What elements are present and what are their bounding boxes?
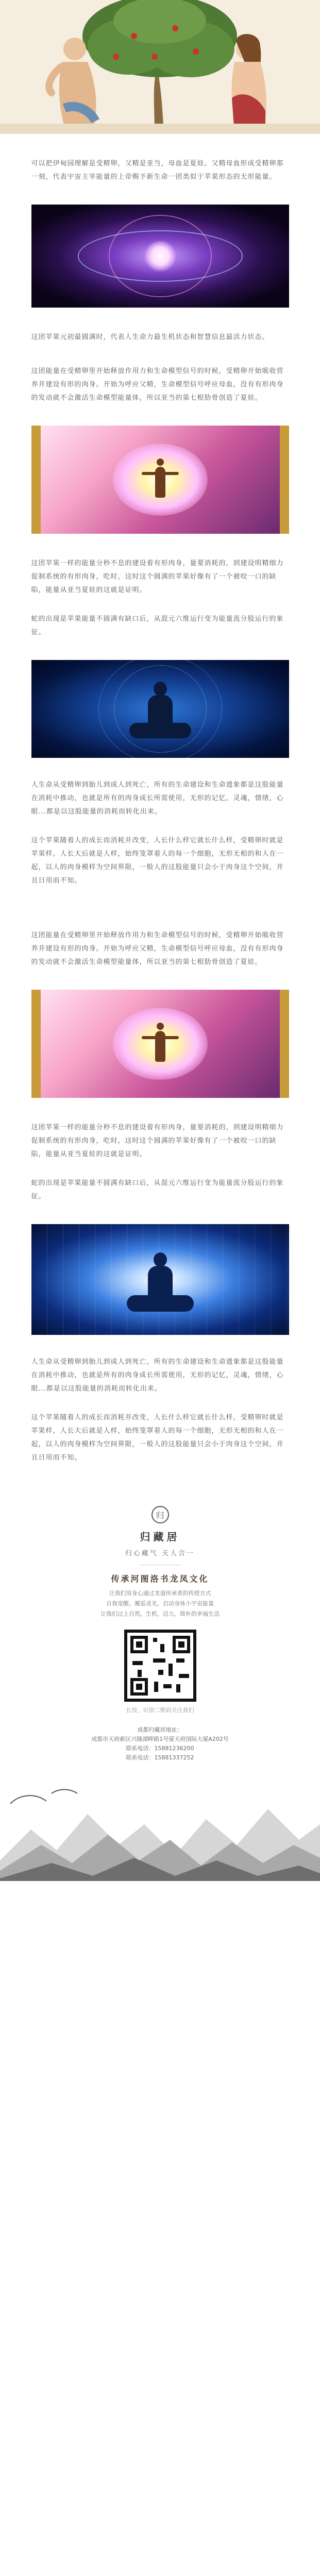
image-light-figure xyxy=(31,426,289,534)
seal-icon: 归 xyxy=(151,1506,169,1523)
paragraph-6: 人生命从受精卵到胎儿到成人到死亡，所有的生命建设和生命遗象都是这股能量在消耗中推动，也就是所有的肉身成长所需使用，无形的记忆，灵魂，情绪，心眼...都是以这股能量的消耗而转化出来。 xyxy=(31,781,284,816)
paragraph-12: 这个苹果随着人的成长而消耗并改变，人长什么样它就长什么样，受精卵时就是苹果样，人长大后就是人样，始终笼罩着人的每一个细胞，无形无相的和人在一起，以人的肉身模样为空间界限，一般人的这股能量只会小于肉身这个空间，并且日用而不知。 xyxy=(31,1414,284,1462)
ink-mountains-illustration xyxy=(0,1773,320,1881)
contact-label: 成都归藏居地址： xyxy=(137,1726,183,1733)
brand-subtitle: 归心藏气 天人合一 xyxy=(125,1550,195,1557)
qr-code[interactable] xyxy=(124,1630,196,1702)
brand-slogan: 传承河图洛书龙凤文化 xyxy=(111,1574,209,1584)
paragraph-1: 可以把伊甸园理解是受精卵，父精是亚当，母血是夏娃。父精母血形成受精卵那一刻，代表宇宙主宰能量的上帝赐予新生命一团类似于苹果形态的无形能量。 xyxy=(31,160,284,181)
hero-illustration-adam-eve xyxy=(0,0,320,134)
contact-phone-2: 联系电话：15881337252 xyxy=(126,1754,194,1761)
brand-desc-1: 让我们用身心通过龙道传承者的传授方式 xyxy=(109,1590,211,1597)
paragraph-4: 这团苹果一样的能量分秒不息的建设着有形肉身，量要消耗的，到建设明精细力促制系统的有形肉身，吃时，这时这个圆满的苹果好像有了一个被咬一口的缺陷，能量从亚当夏娃的这就是证明。 xyxy=(31,560,284,594)
paragraph-10: 蛇的出现是苹果能量不圆满有缺口后，从混元六维运行变为能量流分股运行的象征。 xyxy=(31,1179,284,1200)
paragraph-11: 人生命从受精卵到胎儿到成人到死亡，所有的生命建设和生命遗象都是这股能量在消耗中推动，也就是所有的肉身成长所需使用，无形的记忆，灵魂，情绪，心眼...都是以这股能量的消耗而转化出来。 xyxy=(31,1358,284,1393)
paragraph-9: 这团苹果一样的能量分秒不息的建设着有形肉身，量要消耗的，到建设明精细力促制系统的有形肉身，吃时，这时这个圆满的苹果好像有了一个被咬一口的缺陷，能量从亚当夏娃的这就是证明。 xyxy=(31,1124,284,1158)
image-meditation-blue xyxy=(31,660,289,758)
brand-desc-2: 自我觉醒，邂逅灵光，启动身体小宇宙能量 xyxy=(106,1600,214,1607)
contact-phone-1: 联系电话：15881236200 xyxy=(126,1745,194,1752)
paragraph-7: 这个苹果随着人的成长而消耗并改变，人长什么样它就长什么样，受精卵时就是苹果样，人长大后就是人样，始终笼罩着人的每一个细胞，无形无相的和人在一起，以人的肉身模样为空间界限，一般人的这股能量只会小于肉身这个空间，并且日用而不知。 xyxy=(31,837,284,885)
contact-info xyxy=(0,1725,320,1762)
hero-art xyxy=(0,0,320,134)
image-cosmic-orb xyxy=(31,205,289,308)
footer xyxy=(0,1506,320,1883)
image-light-figure-2 xyxy=(31,990,289,1098)
paragraph-2: 这团苹果元初最圆满时，代表人生命力最生机状态和智慧信息最活力状态。 xyxy=(31,333,270,341)
brand-desc-3: 让我们过上自然，生机，活力，简朴的幸福生活 xyxy=(100,1611,220,1617)
contact-address: 成都市天府新区兴隆湖畔路1号厦天府国际大厦A202号 xyxy=(91,1736,229,1742)
paragraph-5: 蛇的出现是苹果能量不圆满有缺口后，从混元六维运行变为能量流分股运行的象征。 xyxy=(31,615,284,636)
paragraph-8: 这团能量在受精卵里开始释放作用力和生命模型信号的时候，受精卵开始吸收营养并建设有形的肉身。开始为呼应父精，生命模型信号呼应母血，没有有形肉身的发动就不会激活生命模型能量体，所以亚当的第七根肋骨创造了夏娃。 xyxy=(31,931,284,966)
brand-title: 归藏居 xyxy=(140,1531,180,1543)
paragraph-3: 这团能量在受精卵里开始释放作用力和生命模型信号的时候，受精卵开始吸收营养并建设有形的肉身。开始为呼应父精，生命模型信号呼应母血，没有有形肉身的发动就不会激活生命模型能量体，所以亚当的第七根肋骨创造了夏娃。 xyxy=(31,367,284,402)
qr-caption: 长按，识别二维码关注我们 xyxy=(126,1707,194,1714)
image-meditation-light xyxy=(31,1224,289,1335)
